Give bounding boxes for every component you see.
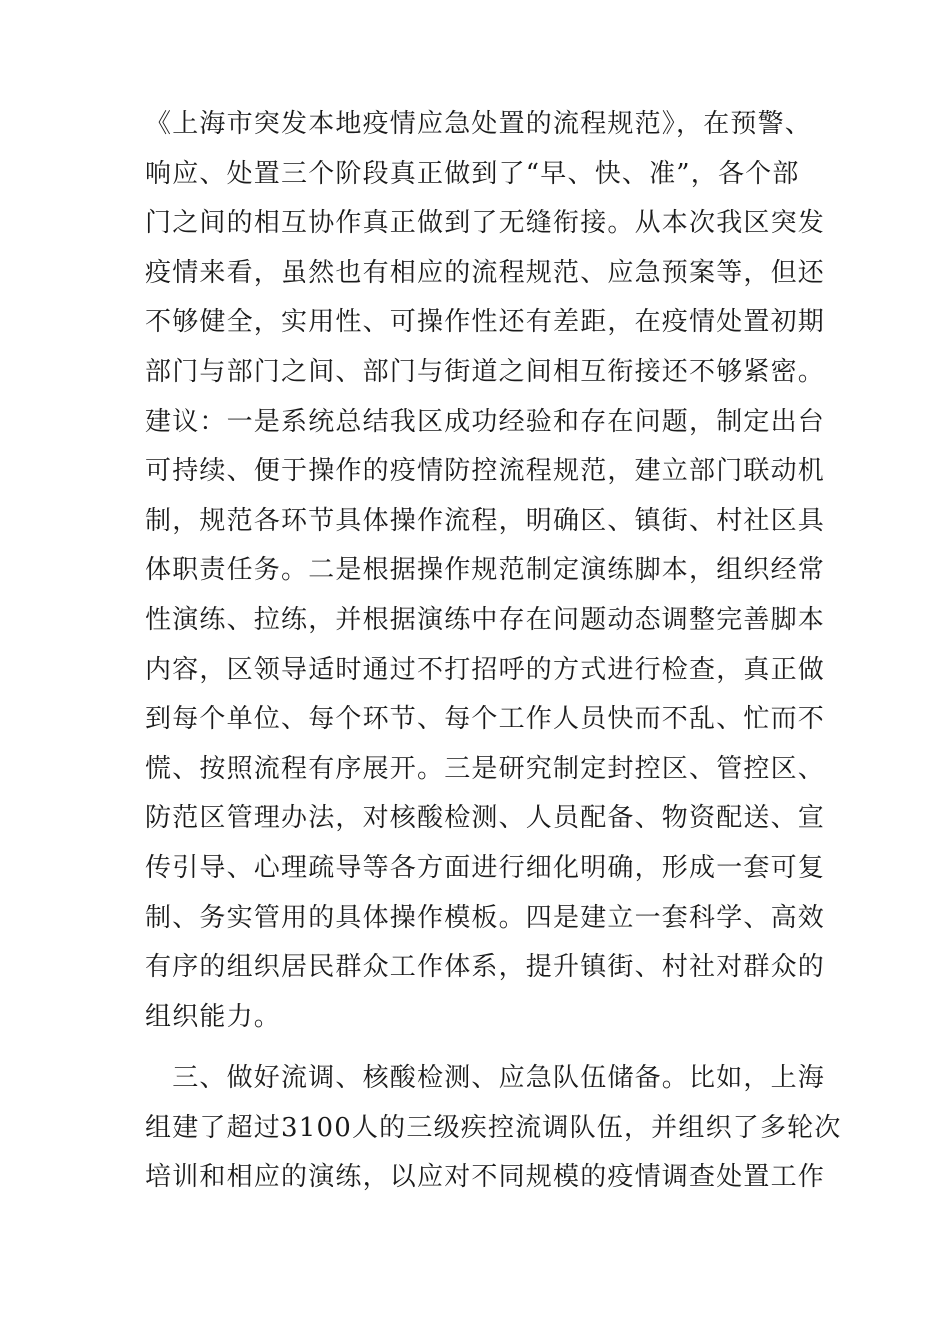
text-line: 体职责任务。二是根据操作规范制定演练脚本，组织经常	[145, 555, 826, 586]
text-line: 到每个单位、每个环节、每个工作人员快而不乱、忙而不	[145, 704, 826, 735]
text-line: 不够健全，实用性、可操作性还有差距，在疫情处置初期	[145, 307, 826, 338]
text-line: 三、做好流调、核酸检测、应急队伍储备。比如，上海	[145, 1063, 826, 1094]
text-line: 部门与部门之间、部门与街道之间相互衔接还不够紧密。	[145, 356, 826, 387]
text-line: 培训和相应的演练，以应对不同规模的疫情调查处置工作	[145, 1162, 826, 1193]
text-line: 门之间的相互协作真正做到了无缝衔接。从本次我区突发	[145, 208, 826, 239]
text-line: 有序的组织居民群众工作体系，提升镇街、村社对群众的	[145, 952, 826, 983]
text-line: 制，规范各环节具体操作流程，明确区、镇街、村社区具	[145, 505, 826, 536]
text-line: 内容，区领导适时通过不打招呼的方式进行检查，真正做	[145, 654, 826, 685]
paragraph-gap	[145, 1042, 810, 1054]
text-line: 疫情来看，虽然也有相应的流程规范、应急预案等，但还	[145, 257, 826, 288]
body-text	[145, 100, 842, 1203]
text-line: 响应、处置三个阶段真正做到了“早、快、准”，各个部	[145, 158, 800, 189]
text-line: 制、务实管用的具体操作模板。四是建立一套科学、高效	[145, 902, 826, 933]
text-line: 性演练、拉练，并根据演练中存在问题动态调整完善脚本	[145, 604, 826, 635]
text-line: 组建了超过3100人的三级疾控流调队伍，并组织了多轮次	[145, 1112, 842, 1143]
text-line: 组织能力。	[145, 1001, 282, 1032]
text-line: 传引导、心理疏导等各方面进行细化明确，形成一套可复	[145, 852, 826, 883]
text-line: 可持续、便于操作的疫情防控流程规范，建立部门联动机	[145, 456, 826, 487]
text-line: 《上海市突发本地疫情应急处置的流程规范》，在预警、	[145, 109, 813, 139]
text-line: 慌、按照流程有序展开。三是研究制定封控区、管控区、	[145, 753, 826, 784]
text-line: 建议：一是系统总结我区成功经验和存在问题，制定出台	[145, 406, 826, 437]
text-line: 防范区管理办法，对核酸检测、人员配备、物资配送、宣	[145, 803, 826, 834]
